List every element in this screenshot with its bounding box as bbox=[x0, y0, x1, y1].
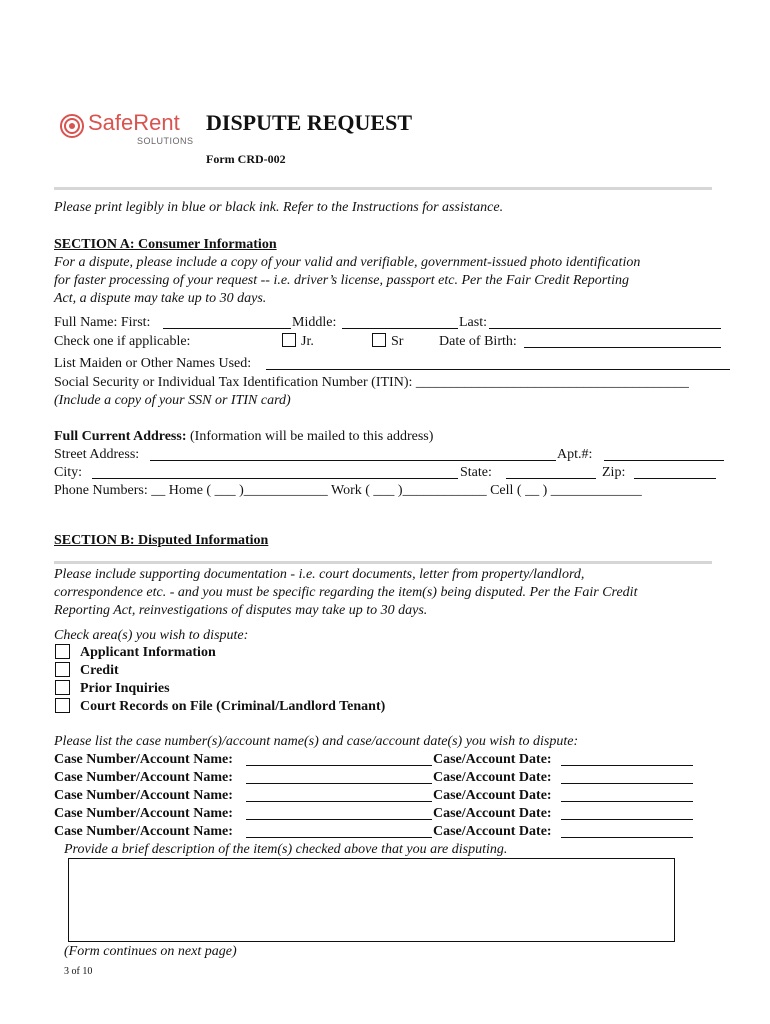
city-field[interactable] bbox=[92, 478, 458, 479]
case-date-field[interactable] bbox=[561, 783, 693, 784]
section-a-note-line-1: For a dispute, please include a copy of your valid and verifiable, government-issued photo identification bbox=[54, 255, 641, 270]
apt-label: Apt.#: bbox=[557, 447, 593, 462]
page-title: DISPUTE REQUEST bbox=[206, 110, 413, 135]
section-a-heading: SECTION A: Consumer Information bbox=[54, 237, 277, 252]
page-number: 3 of 10 bbox=[64, 966, 93, 977]
ssn-note: (Include a copy of your SSN or ITIN card) bbox=[54, 393, 291, 408]
case-date-label: Case/Account Date: bbox=[433, 806, 552, 821]
describe-label: Provide a brief description of the item(s) checked above that you are disputing. bbox=[64, 842, 508, 857]
case-date-field[interactable] bbox=[561, 819, 693, 820]
court-records-label: Court Records on File (Criminal/Landlord Tenant) bbox=[80, 699, 386, 714]
saferent-logo-icon bbox=[58, 112, 86, 140]
jr-checkbox[interactable] bbox=[282, 333, 296, 347]
saferent-logo bbox=[58, 110, 194, 146]
sr-checkbox[interactable] bbox=[372, 333, 386, 347]
section-b-divider bbox=[54, 561, 712, 564]
dob-label: Date of Birth: bbox=[439, 334, 517, 349]
section-b-note-line-1: Please include supporting documentation - i.e. court documents, letter from property/landlord, bbox=[54, 567, 585, 582]
middle-name-label: Middle: bbox=[292, 315, 337, 330]
dispute-description-box[interactable] bbox=[68, 858, 675, 942]
case-date-label: Case/Account Date: bbox=[433, 788, 552, 803]
zip-label: Zip: bbox=[602, 465, 626, 480]
section-b-note-line-2: correspondence etc. - and you must be specific regarding the item(s) being disputed. Per the Fair Credit bbox=[54, 585, 638, 600]
case-date-label: Case/Account Date: bbox=[433, 770, 552, 785]
state-label: State: bbox=[460, 465, 492, 480]
applicant-info-label: Applicant Information bbox=[80, 645, 216, 660]
credit-label: Credit bbox=[80, 663, 119, 678]
last-name-label: Last: bbox=[459, 315, 487, 330]
middle-name-field[interactable] bbox=[342, 328, 458, 329]
case-date-label: Case/Account Date: bbox=[433, 824, 552, 839]
apt-field[interactable] bbox=[604, 460, 724, 461]
street-field[interactable] bbox=[150, 460, 556, 461]
applicant-info-checkbox[interactable] bbox=[55, 644, 70, 659]
maiden-names-label: List Maiden or Other Names Used: bbox=[54, 356, 252, 371]
address-note: (Information will be mailed to this address) bbox=[186, 429, 434, 444]
prior-inquiries-checkbox[interactable] bbox=[55, 680, 70, 695]
first-name-label: Full Name: First: bbox=[54, 315, 151, 330]
address-heading: Full Current Address: bbox=[54, 429, 187, 444]
street-label: Street Address: bbox=[54, 447, 140, 462]
zip-field[interactable] bbox=[634, 478, 716, 479]
section-b-heading: SECTION B: Disputed Information bbox=[54, 533, 269, 548]
case-name-label: Case Number/Account Name: bbox=[54, 788, 233, 803]
case-date-label: Case/Account Date: bbox=[433, 752, 552, 767]
case-name-label: Case Number/Account Name: bbox=[54, 770, 233, 785]
header-divider bbox=[54, 187, 712, 190]
prior-inquiries-label: Prior Inquiries bbox=[80, 681, 170, 696]
check-one-label: Check one if applicable: bbox=[54, 334, 191, 349]
case-date-field[interactable] bbox=[561, 765, 693, 766]
city-label: City: bbox=[54, 465, 83, 480]
case-name-field[interactable] bbox=[246, 783, 432, 784]
jr-label: Jr. bbox=[301, 334, 314, 349]
case-name-field[interactable] bbox=[246, 765, 432, 766]
case-name-label: Case Number/Account Name: bbox=[54, 752, 233, 767]
continues-note: (Form continues on next page) bbox=[64, 944, 237, 959]
sr-label: Sr bbox=[391, 334, 404, 349]
maiden-names-field[interactable] bbox=[266, 369, 730, 370]
address-heading-row bbox=[54, 428, 433, 446]
form-number: Form CRD-002 bbox=[206, 152, 286, 166]
section-a-note-line-3: Act, a dispute may take up to 30 days. bbox=[54, 291, 267, 306]
intro-text: Please print legibly in blue or black ink. Refer to the Instructions for assistance. bbox=[54, 200, 504, 215]
last-name-field[interactable] bbox=[489, 328, 721, 329]
case-name-field[interactable] bbox=[246, 801, 432, 802]
case-name-label: Case Number/Account Name: bbox=[54, 806, 233, 821]
logo-subtitle: SOLUTIONS bbox=[137, 136, 194, 146]
dob-field[interactable] bbox=[524, 347, 721, 348]
case-date-field[interactable] bbox=[561, 801, 693, 802]
ssn-label: Social Security or Individual Tax Identification Number (ITIN): _______________________________________ bbox=[54, 375, 689, 390]
first-name-field[interactable] bbox=[163, 328, 291, 329]
case-name-label: Case Number/Account Name: bbox=[54, 824, 233, 839]
credit-checkbox[interactable] bbox=[55, 662, 70, 677]
case-date-field[interactable] bbox=[561, 837, 693, 838]
case-name-field[interactable] bbox=[246, 819, 432, 820]
phone-numbers-row[interactable]: Phone Numbers: __ Home ( ___ )____________ Work ( ___ )____________ Cell ( __ ) _____________ bbox=[54, 483, 642, 498]
state-field[interactable] bbox=[506, 478, 596, 479]
case-list-intro: Please list the case number(s)/account name(s) and case/account date(s) you wish to dispute: bbox=[54, 734, 579, 749]
court-records-checkbox[interactable] bbox=[55, 698, 70, 713]
section-b-note-line-3: Reporting Act, reinvestigations of disputes may take up to 30 days. bbox=[54, 603, 428, 618]
section-a-note-line-2: for faster processing of your request -- i.e. driver’s license, passport etc. Per the Fair Credit Reporting bbox=[54, 273, 629, 288]
case-name-field[interactable] bbox=[246, 837, 432, 838]
logo-name: SafeRent bbox=[88, 110, 180, 135]
check-area-label: Check area(s) you wish to dispute: bbox=[54, 628, 249, 643]
